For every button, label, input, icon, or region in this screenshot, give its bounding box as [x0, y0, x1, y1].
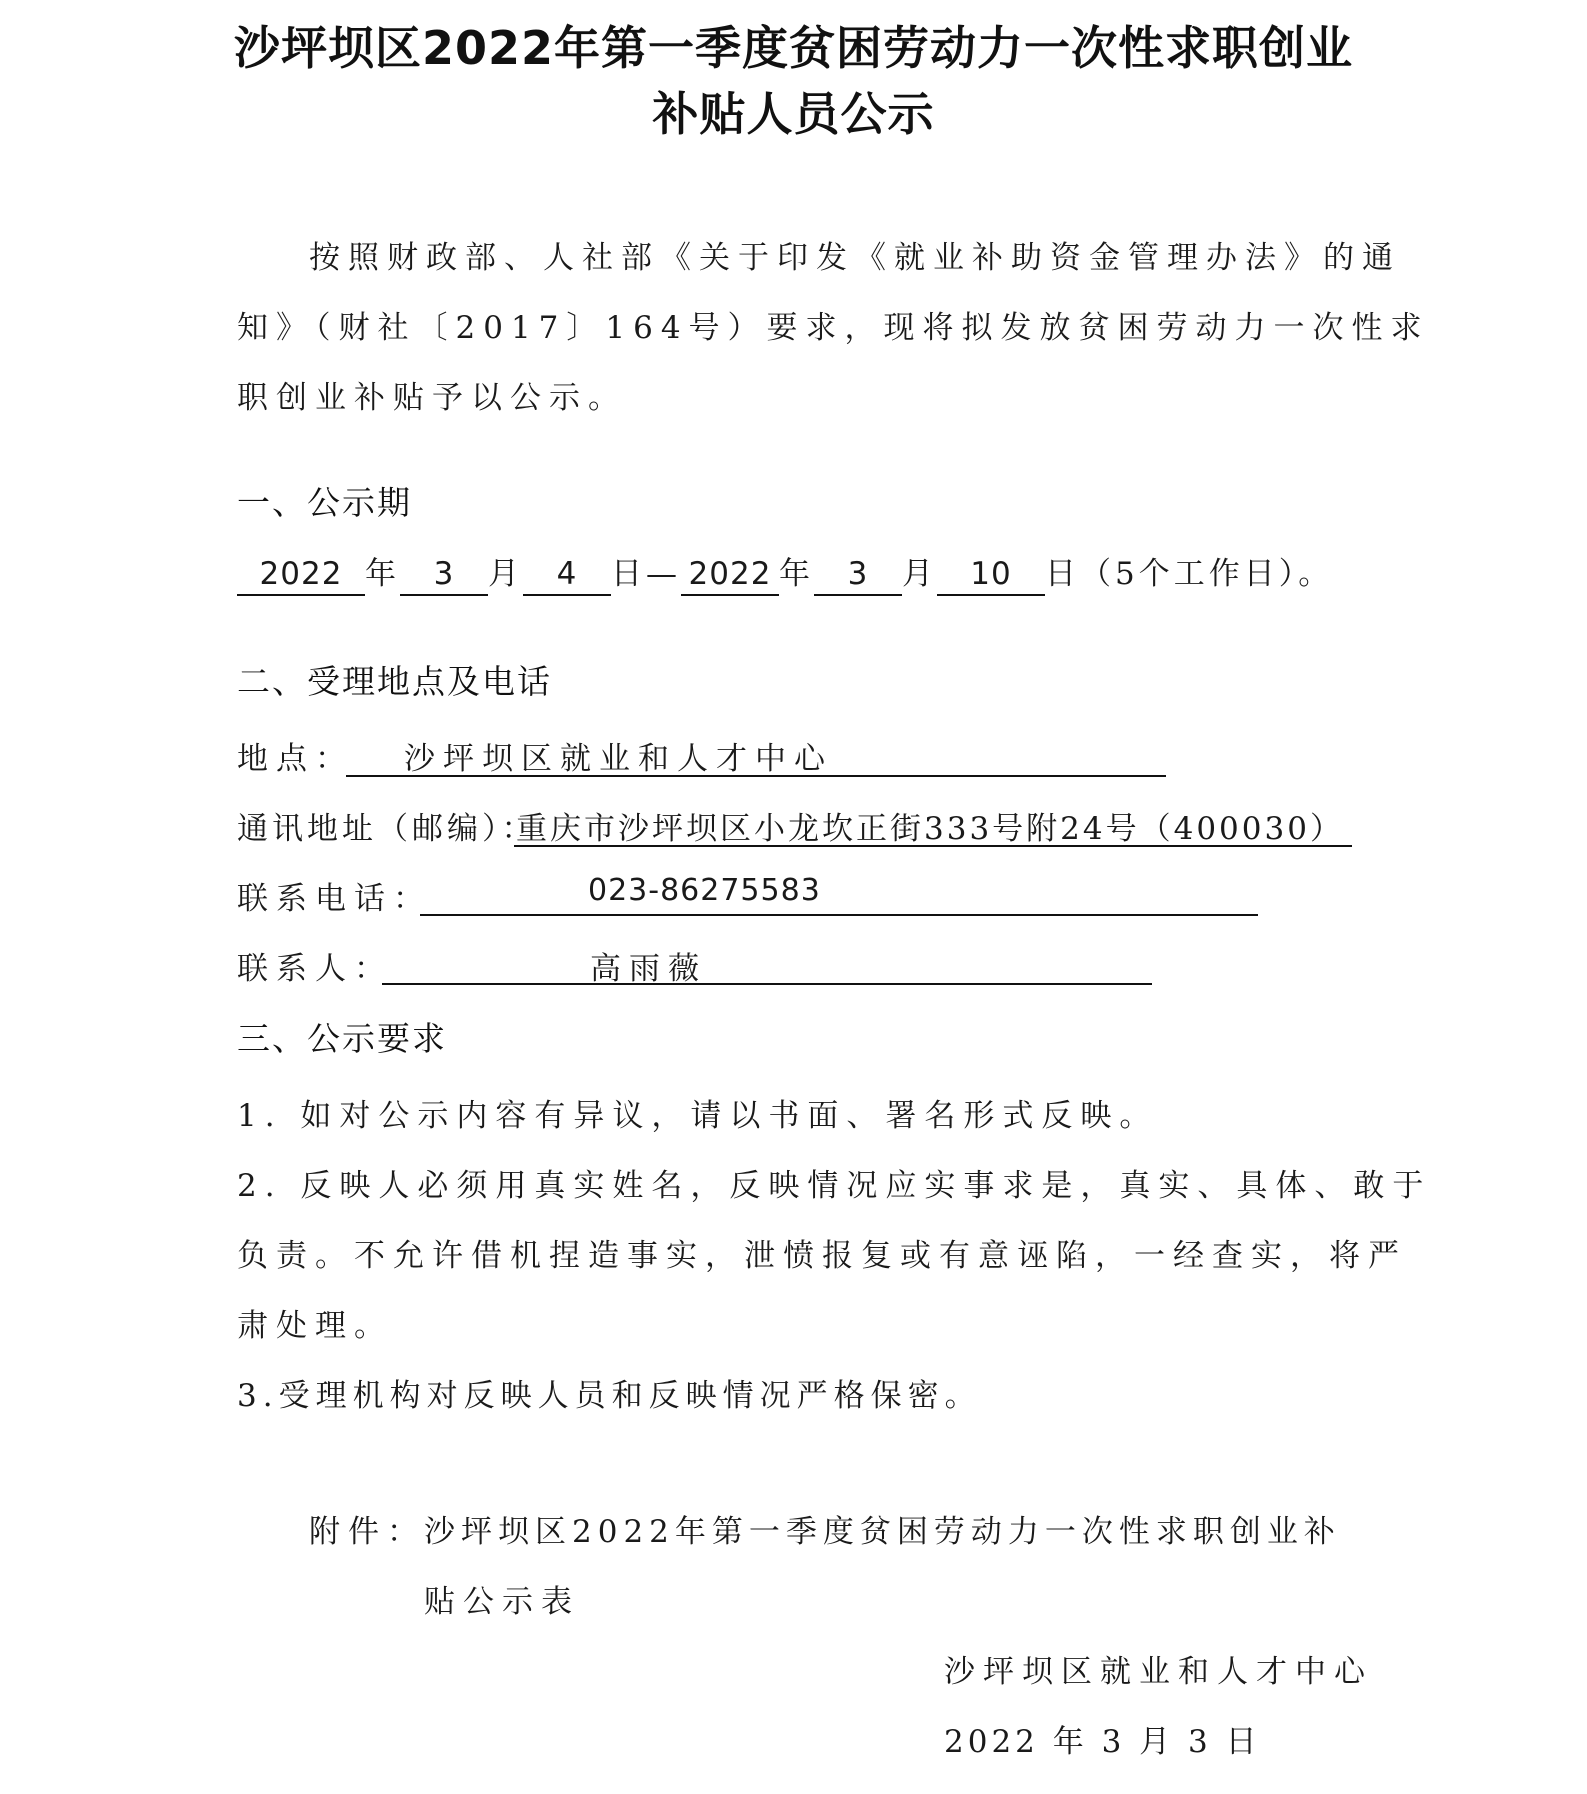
period-suffix: 日（5个工作日）。: [1045, 556, 1334, 592]
intro-line1: 按照财政部、人社部《关于印发《就业补助资金管理办法》的通: [309, 240, 1401, 276]
address-label: 通讯地址（邮编）：: [237, 811, 537, 847]
contact-label: 联系人：: [237, 951, 393, 987]
attachment-line2: 贴公示表: [424, 1584, 580, 1620]
attachment-line1: 沙坪坝区2022年第一季度贫困劳动力一次性求职创业补: [424, 1514, 1341, 1550]
phone-label: 联系电话：: [237, 881, 432, 917]
address-value: 重庆市沙坪坝区小龙坎正街333号附24号（400030）: [516, 811, 1344, 847]
start-month: 3: [400, 554, 488, 596]
start-month-char: 月: [488, 556, 523, 592]
end-month-char: 月: [902, 556, 937, 592]
requirement-2-line2: 负责。不允许借机捏造事实，泄愤报复或有意诬陷，一经查实，将严: [237, 1238, 1407, 1274]
start-day: 4: [523, 554, 611, 596]
location-value: 沙坪坝区就业和人才中心: [404, 741, 833, 777]
section1-heading: 一、公示期: [237, 483, 412, 522]
end-year-char: 年: [779, 556, 814, 592]
requirement-2-line3: 肃处理。: [237, 1308, 393, 1344]
intro-line3: 职创业补贴予以公示。: [237, 380, 627, 416]
start-year: 2022: [237, 554, 365, 596]
requirement-3: 3.受理机构对反映人员和反映情况严格保密。: [237, 1378, 982, 1414]
publicity-period: [237, 548, 1333, 596]
end-day: 10: [937, 554, 1045, 596]
end-year: 2022: [681, 554, 779, 596]
phone-value: 023-86275583: [588, 873, 821, 908]
start-day-dash: 日—: [611, 556, 681, 592]
start-year-char: 年: [365, 556, 400, 592]
signature-date: 2022 年 3 月 3 日: [944, 1724, 1261, 1760]
section2-heading: 二、受理地点及电话: [237, 662, 552, 701]
phone-underline: [420, 914, 1258, 916]
intro-line2: 知》（财社〔2017〕164号）要求，现将拟发放贫困劳动力一次性求: [237, 310, 1430, 346]
contact-value: 高雨薇: [590, 951, 707, 987]
section3-heading: 三、公示要求: [237, 1019, 447, 1058]
attachment-label: 附件：: [309, 1514, 426, 1550]
page-title-line1: 沙坪坝区2022年第一季度贫困劳动力一次性求职创业: [233, 21, 1354, 75]
location-label: 地点：: [237, 741, 354, 777]
requirement-1: 1. 如对公示内容有异议，请以书面、署名形式反映。: [237, 1098, 1159, 1134]
contact-underline: [382, 983, 1152, 985]
page-title-line2: 补贴人员公示: [652, 87, 935, 141]
signature-org: 沙坪坝区就业和人才中心: [944, 1654, 1373, 1690]
end-month: 3: [814, 554, 902, 596]
requirement-2-line1: 2. 反映人必须用真实姓名，反映情况应实事求是，真实、具体、敢于: [237, 1168, 1432, 1204]
